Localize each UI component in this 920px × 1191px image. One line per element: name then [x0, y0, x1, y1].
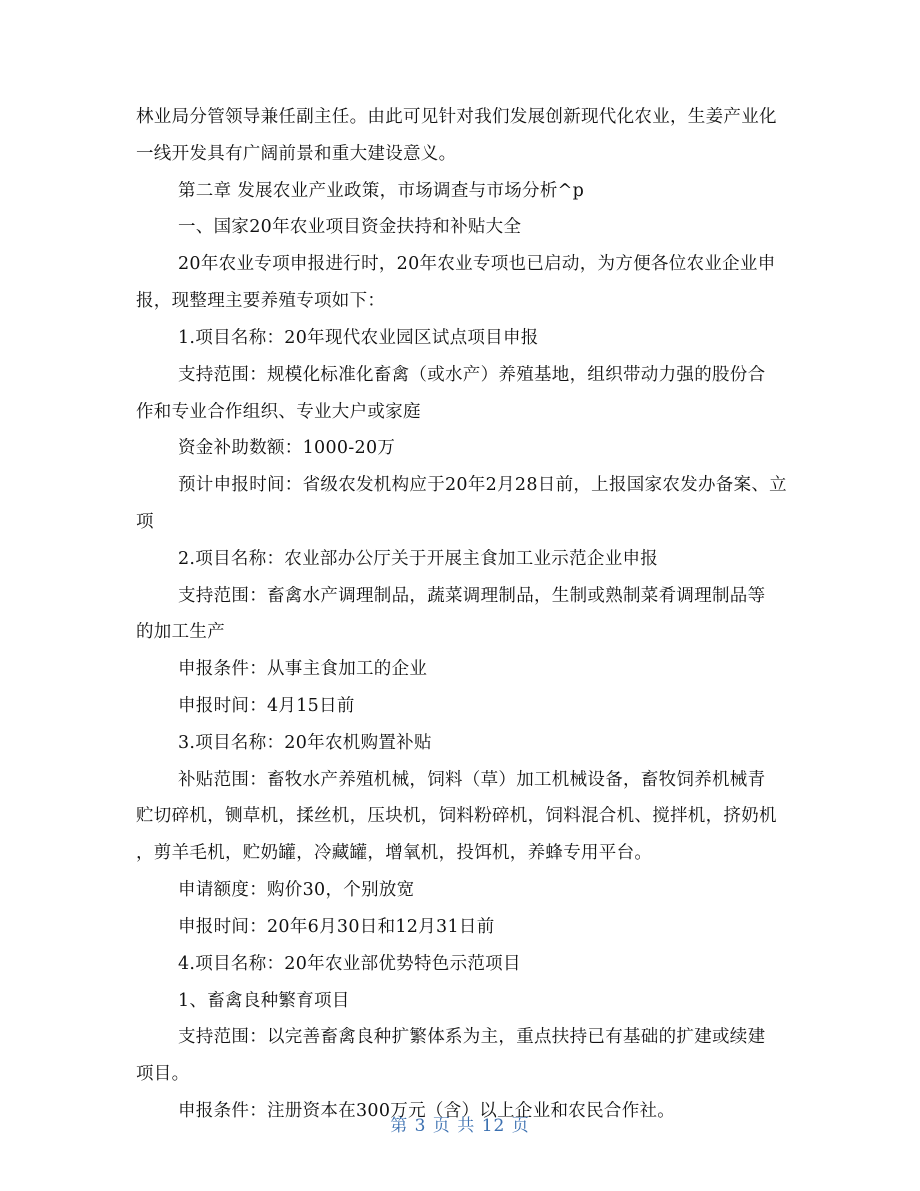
body-line: 项	[136, 512, 154, 532]
body-line: 资金补助数额：1000-20万	[178, 438, 396, 458]
body-line: 支持范围：规模化标准化畜禽（或水产）养殖基地，组织带动力强的股份合	[178, 365, 766, 385]
body-line: 贮切碎机，铡草机，揉丝机，压块机，饲料粉碎机，饲料混合机、搅拌机，挤奶机	[136, 806, 777, 826]
body-line: 项目。	[136, 1064, 190, 1084]
project-title: 4.项目名称：20年农业部优势特色示范项目	[178, 954, 521, 974]
body-line: 一线开发具有广阔前景和重大建设意义。	[136, 144, 457, 164]
chapter-heading: 第二章 发展农业产业政策，市场调查与市场分析^p	[178, 181, 585, 201]
body-line: 支持范围：畜禽水产调理制品，蔬菜调理制品，生制或熟制菜肴调理制品等	[178, 586, 766, 606]
body-line: 的加工生产	[136, 622, 225, 642]
body-line: 申报时间：20年6月30日和12月31日前	[178, 917, 495, 937]
body-line: 报，现整理主要养殖专项如下：	[136, 291, 386, 311]
body-line: 作和专业合作组织、专业大户或家庭	[136, 402, 421, 422]
subsection-heading: 1、畜禽良种繁育项目	[178, 991, 350, 1011]
body-line: 补贴范围：畜牧水产养殖机械，饲料（草）加工机械设备，畜牧饲养机械青	[178, 770, 766, 790]
project-title: 1.项目名称：20年现代农业园区试点项目申报	[178, 328, 539, 348]
body-line: 申报时间：4月15日前	[178, 696, 355, 716]
body-line: 林业局分管领导兼任副主任。由此可见针对我们发展创新现代化农业，生姜产业化	[136, 107, 777, 127]
project-title: 2.项目名称：农业部办公厅关于开展主食加工业示范企业申报	[178, 549, 659, 569]
body-line: ，剪羊毛机，贮奶罐，冷藏罐，增氧机，投饵机，养蜂专用平台。	[136, 843, 653, 863]
page-number-footer: 第 3 页 共 12 页	[390, 1116, 530, 1136]
body-line: 预计申报时间：省级农发机构应于20年2月28日前，上报国家农发办备案、立	[178, 475, 787, 495]
section-heading: 一、国家20年农业项目资金扶持和补贴大全	[178, 217, 522, 237]
body-line: 支持范围：以完善畜禽良种扩繁体系为主，重点扶持已有基础的扩建或续建	[178, 1027, 766, 1047]
project-title: 3.项目名称：20年农机购置补贴	[178, 733, 432, 753]
body-line: 申报条件：注册资本在300万元（含）以上企业和农民合作社。	[178, 1101, 676, 1121]
body-line: 申请额度：购价30，个别放宽	[178, 880, 415, 900]
body-line: 20年农业专项申报进行时，20年农业专项也已启动，为方便各位农业企业申	[178, 254, 776, 274]
body-line: 申报条件：从事主食加工的企业	[178, 659, 428, 679]
